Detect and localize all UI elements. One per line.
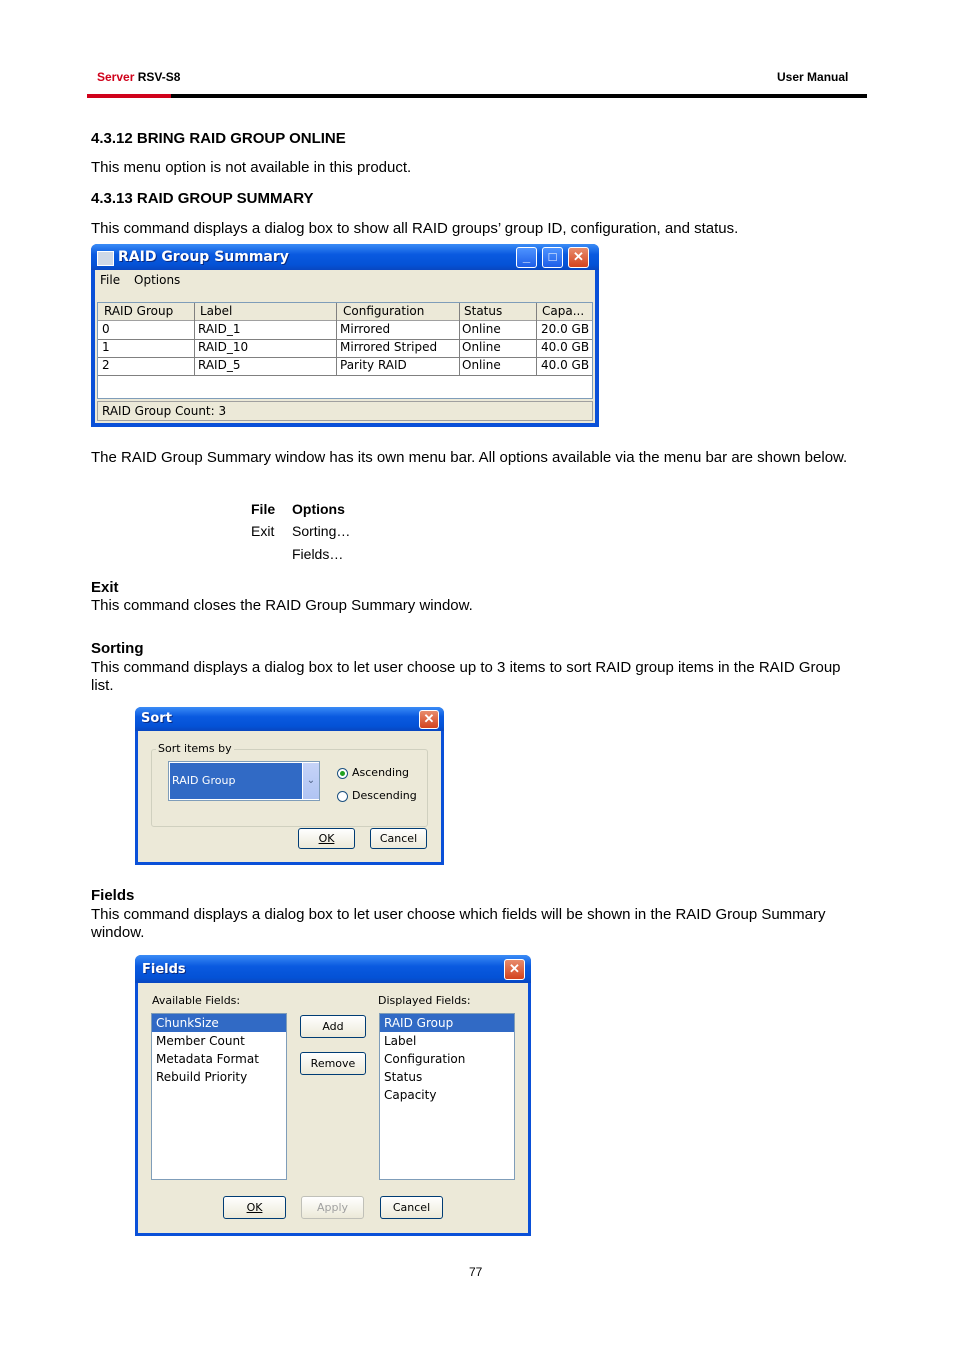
col-configuration[interactable]: Configuration xyxy=(343,304,425,318)
list-item[interactable]: RAID Group xyxy=(380,1014,514,1032)
displayed-fields-list[interactable] xyxy=(379,1013,515,1180)
maximize-icon[interactable]: □ xyxy=(542,247,563,268)
cell: 2 xyxy=(102,358,110,372)
add-button[interactable]: Add xyxy=(300,1015,366,1038)
fields-body xyxy=(138,983,528,1233)
menu-table-exit: Exit xyxy=(251,523,275,539)
status-bar: RAID Group Count: 3 xyxy=(97,401,593,421)
raid-group-table xyxy=(97,302,593,399)
table-row[interactable] xyxy=(98,322,592,339)
menu-table-sorting: Sorting… xyxy=(292,523,351,539)
available-fields-label: Available Fields: xyxy=(152,994,241,1007)
cell: 1 xyxy=(102,340,110,354)
list-item[interactable]: Capacity xyxy=(384,1088,437,1102)
cell: Online xyxy=(462,358,501,372)
chevron-down-icon[interactable]: ⌄ xyxy=(303,763,319,799)
descending-label[interactable]: Descending xyxy=(352,789,417,802)
fields-heading: Fields xyxy=(91,887,135,904)
title-bar xyxy=(91,244,599,270)
list-item[interactable]: ChunkSize xyxy=(152,1014,286,1032)
sort-body xyxy=(138,731,441,862)
fields-ok-button[interactable] xyxy=(223,1196,286,1219)
header-rule-accent xyxy=(87,94,171,98)
ascending-label[interactable]: Ascending xyxy=(352,766,410,779)
list-item[interactable]: Metadata Format xyxy=(156,1052,259,1066)
cell: Parity RAID xyxy=(340,358,407,372)
cell: RAID_10 xyxy=(198,340,249,354)
sort-ok-button[interactable] xyxy=(298,828,355,849)
fields-title-bar xyxy=(135,955,531,983)
close-icon[interactable]: ✕ xyxy=(504,959,525,980)
list-item[interactable]: Label xyxy=(384,1034,417,1048)
available-fields-list[interactable] xyxy=(151,1013,287,1180)
table-header xyxy=(98,303,592,321)
fields-dialog xyxy=(135,955,531,1236)
cell: Mirrored xyxy=(340,322,391,336)
cell: Online xyxy=(462,322,501,336)
fields-text: This command displays a dialog box to let user choose which fields will be shown in the RAID Group Summary window. xyxy=(91,906,826,941)
list-item[interactable]: Status xyxy=(384,1070,423,1084)
cell: 20.0 GB xyxy=(541,322,590,336)
list-item[interactable]: Configuration xyxy=(384,1052,466,1066)
col-capacity[interactable]: Capa... xyxy=(542,304,585,318)
col-label[interactable]: Label xyxy=(200,304,233,318)
sort-field-select[interactable] xyxy=(168,761,320,801)
header-model: RSV-S8 xyxy=(137,70,181,84)
list-item[interactable]: Rebuild Priority xyxy=(156,1070,248,1084)
fields-title: Fields xyxy=(142,962,186,977)
sort-cancel-label: Cancel xyxy=(379,832,418,845)
menu-table-file-header: File xyxy=(251,501,276,517)
remove-button[interactable]: Remove xyxy=(300,1052,366,1075)
close-icon[interactable]: ✕ xyxy=(419,710,439,729)
col-status[interactable]: Status xyxy=(464,304,503,318)
header-title xyxy=(97,70,180,84)
page-number: 77 xyxy=(469,1265,483,1279)
close-icon[interactable]: ✕ xyxy=(568,247,589,268)
cell: Online xyxy=(462,340,501,354)
section-text-bring-online: This menu option is not available in this product. xyxy=(91,159,412,176)
section-text-summary: This command displays a dialog box to show all RAID groups’ group ID, configuration, and status. xyxy=(91,220,739,237)
list-item[interactable]: Member Count xyxy=(156,1034,245,1048)
sort-field-value: RAID Group xyxy=(170,763,302,799)
sort-dialog xyxy=(135,707,444,865)
window-title: RAID Group Summary xyxy=(118,249,289,265)
sort-title-bar xyxy=(135,707,444,731)
cell: 40.0 GB xyxy=(541,358,590,372)
app-icon xyxy=(97,251,114,266)
cell: 0 xyxy=(102,322,110,336)
ascending-radio[interactable] xyxy=(337,768,348,779)
cell: RAID_1 xyxy=(198,322,241,336)
exit-heading: Exit xyxy=(91,579,119,596)
header-brand: Server xyxy=(97,70,135,84)
grid-line xyxy=(98,375,592,376)
sort-group-label: Sort items by xyxy=(158,742,232,755)
window-body xyxy=(95,270,595,423)
section-heading-bring-online: 4.3.12 BRING RAID GROUP ONLINE xyxy=(91,130,346,147)
sorting-heading: Sorting xyxy=(91,640,144,657)
menu-table-fields: Fields… xyxy=(292,546,344,562)
raid-summary-window xyxy=(91,244,599,427)
exit-text: This command closes the RAID Group Summary window. xyxy=(91,597,473,614)
menu-file[interactable]: File xyxy=(100,273,121,287)
fields-apply-button[interactable]: Apply xyxy=(301,1196,364,1219)
fields-ok-label: OK xyxy=(246,1201,263,1214)
descending-radio[interactable] xyxy=(337,791,348,802)
table-row[interactable] xyxy=(98,340,592,357)
fields-cancel-label: Cancel xyxy=(392,1201,431,1214)
minimize-icon[interactable]: _ xyxy=(516,247,537,268)
header-rule xyxy=(87,94,867,98)
sort-title: Sort xyxy=(141,711,172,726)
menu-table-options-header: Options xyxy=(292,501,345,517)
displayed-fields-label: Displayed Fields: xyxy=(378,994,471,1007)
cell: 40.0 GB xyxy=(541,340,590,354)
cell: RAID_5 xyxy=(198,358,241,372)
section-heading-summary: 4.3.13 RAID GROUP SUMMARY xyxy=(91,190,314,207)
fields-cancel-button[interactable] xyxy=(380,1196,443,1219)
menu-description: The RAID Group Summary window has its own menu bar. All options available via the menu bar are shown below. xyxy=(91,449,848,466)
table-row[interactable] xyxy=(98,358,592,375)
sort-cancel-button[interactable] xyxy=(370,828,427,849)
header-right: User Manual xyxy=(777,70,849,84)
sort-ok-label: OK xyxy=(318,832,335,845)
col-raid-group[interactable]: RAID Group xyxy=(104,304,174,318)
sorting-text: This command displays a dialog box to let user choose up to 3 items to sort RAID group items in the RAID Group list. xyxy=(91,659,841,694)
cell: Mirrored Striped xyxy=(340,340,438,354)
menu-options[interactable]: Options xyxy=(134,273,181,287)
